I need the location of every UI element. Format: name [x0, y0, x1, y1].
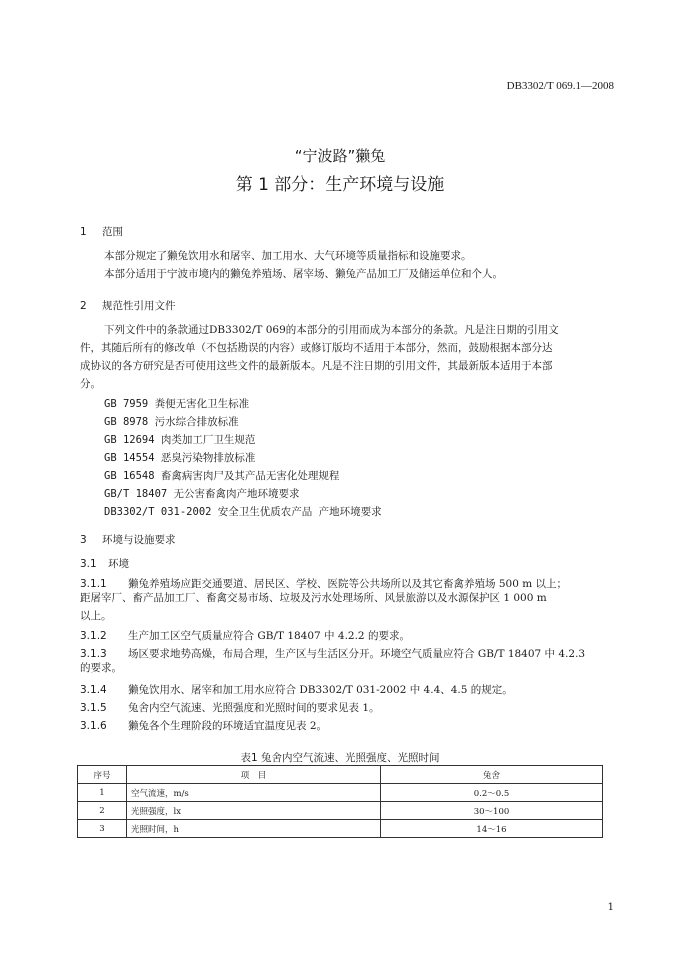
clause-number: 3.1.4 [80, 684, 107, 696]
subsection-number: 3.1 [80, 558, 97, 570]
header-cell: 兔舍 [381, 766, 603, 784]
table-cell: 14～16 [381, 820, 603, 838]
clause-number: 3.1.2 [80, 630, 107, 642]
clause-3-1-1-line-2: 距屠宰厂、畜产品加工厂、畜禽交易市场、垃圾及污水处理场所、风景旅游以及水源保护区 1 000 m [80, 592, 547, 604]
reference-item: GB 12694 肉类加工厂卫生规范 [104, 434, 256, 446]
subsection-3-1-heading [80, 556, 129, 571]
section-title: 规范性引用文件 [102, 300, 176, 312]
table-cell: 0.2～0.5 [381, 784, 603, 802]
subsection-title: 环境 [108, 558, 129, 570]
section-title: 范围 [102, 226, 123, 238]
clause-3-1-3 [80, 646, 585, 661]
clause-text: 獭兔各个生理阶段的环境适宜温度见表 2。 [128, 720, 328, 732]
reference-item: GB/T 18407 无公害畜禽肉产地环境要求 [104, 488, 300, 500]
section-2-intro-line-2: 件，其随后所有的修改单（不包括勘误的内容）或修订版均不适用于本部分，然而，鼓励根据本部分达 [80, 342, 553, 354]
section-2-intro-line-3: 成协议的各方研究是否可使用这些文件的最新版本。凡是不注日期的引用文件，其最新版本适用于本部 [80, 360, 553, 372]
environment-table [77, 765, 603, 838]
table-cell: 30～100 [381, 802, 603, 820]
table-cell: 光照时间，h [127, 820, 381, 838]
clause-number: 3.1.1 [80, 578, 107, 590]
clause-text: 生产加工区空气质量应符合 GB/T 18407 中 4.2.2 的要求。 [128, 630, 410, 642]
section-1-paragraph-1: 本部分规定了獭兔饮用水和屠宰、加工用水、大气环境等质量指标和设施要求。 [104, 250, 472, 262]
section-2-heading [80, 298, 176, 313]
section-2-intro-line-4: 分。 [80, 378, 101, 390]
table-cell: 光照强度，lx [127, 802, 381, 820]
clause-3-1-2 [80, 628, 410, 643]
section-number: 2 [80, 300, 87, 312]
table-row [78, 820, 603, 838]
clause-text: 獭兔饮用水、屠宰和加工用水应符合 DB3302/T 031-2002 中 4.4、4.5 的规定。 [128, 684, 513, 696]
reference-item: GB 7959 粪便无害化卫生标准 [104, 398, 250, 410]
table-header-row [78, 766, 603, 784]
clause-3-1-6 [80, 718, 327, 733]
section-1-heading [80, 224, 123, 239]
clause-3-1-3-line-2: 的要求。 [80, 662, 122, 674]
clause-3-1-1-line-3: 以上。 [80, 610, 112, 622]
document-code: DB3302/T 069.1—2008 [506, 80, 614, 92]
table-cell: 3 [78, 820, 127, 838]
header-cell: 序号 [78, 766, 127, 784]
clause-text: 场区要求地势高燥，布局合理，生产区与生活区分开。环境空气质量应符合 GB/T 18407 中 4.2.3 [128, 648, 586, 660]
reference-item: GB 8978 污水综合排放标准 [104, 416, 239, 428]
table-caption: 表1 兔舍内空气流速、光照强度、光照时间 [240, 752, 440, 764]
section-title: 环境与设施要求 [102, 534, 176, 546]
header-cell: 项 目 [127, 766, 381, 784]
clause-number: 3.1.6 [80, 720, 107, 732]
clause-number: 3.1.3 [80, 648, 107, 660]
page-number: 1 [607, 902, 614, 913]
table-row [78, 802, 603, 820]
clause-3-1-5 [80, 700, 380, 715]
section-3-heading [80, 532, 176, 547]
clause-number: 3.1.5 [80, 702, 107, 714]
reference-item: GB 14554 恶臭污染物排放标准 [104, 452, 256, 464]
table-cell: 2 [78, 802, 127, 820]
clause-text: 兔舍内空气流速、光照强度和光照时间的要求见表 1。 [128, 702, 380, 714]
section-number: 3 [80, 534, 87, 546]
section-number: 1 [80, 226, 87, 238]
document-title: “宁波路”獭兔 [294, 147, 386, 165]
table-row [78, 784, 603, 802]
table-cell: 1 [78, 784, 127, 802]
reference-item: GB 16548 畜禽病害肉尸及其产品无害化处理规程 [104, 470, 340, 482]
table-cell: 空气流速，m/s [127, 784, 381, 802]
section-2-intro-line-1: 下列文件中的条款通过DB3302/T 069的本部分的引用而成为本部分的条款。凡是注日期的引用文 [104, 324, 559, 336]
reference-item: DB3302/T 031-2002 安全卫生优质农产品 产地环境要求 [104, 506, 382, 518]
section-1-paragraph-2: 本部分适用于宁波市境内的獭兔养殖场、屠宰场、獭兔产品加工厂及储运单位和个人。 [104, 268, 503, 280]
document-subtitle: 第 1 部分：生产环境与设施 [235, 175, 445, 195]
clause-3-1-1 [80, 576, 567, 591]
clause-3-1-4 [80, 682, 513, 697]
clause-text: 獭兔养殖场应距交通要道、居民区、学校、医院等公共场所以及其它畜禽养殖场 500 m 以上； [128, 578, 568, 590]
